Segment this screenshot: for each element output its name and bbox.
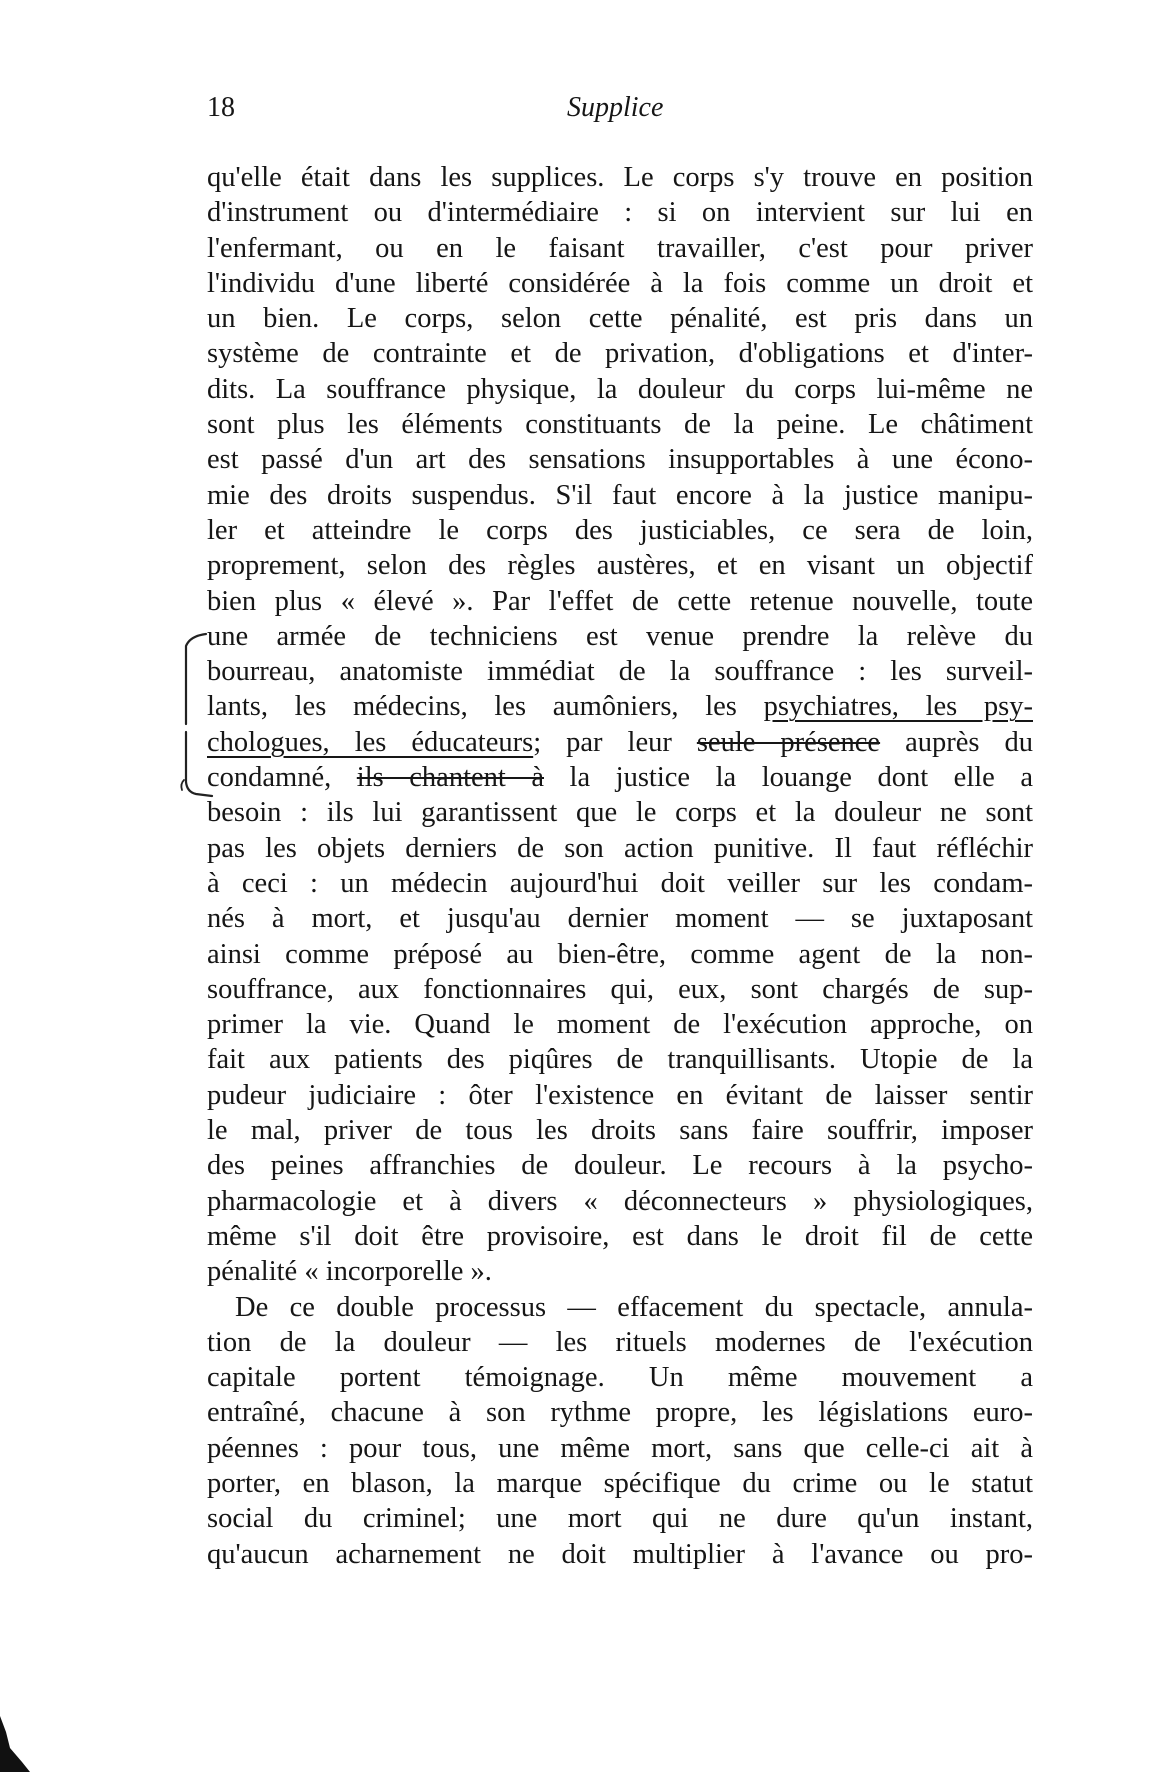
underlined-text: chologues, les éducateurs [207,726,534,758]
text-line: d'instrument ou d'intermédiaire : si on intervient sur lui en [207,197,1033,229]
struck-text: ils chantent à [356,762,544,794]
scan-corner-mark [0,1712,34,1772]
text-line: le mal, priver de tous les droits sans faire souffrir, imposer [207,1115,1033,1147]
text-segment: condamné, [207,762,357,794]
text-line: capitale portent témoignage. Un même mouvement a [207,1362,1033,1394]
text-line: fait aux patients des piqûres de tranquillisants. Utopie de la [207,1044,1033,1076]
text-line: qu'elle était dans les supplices. Le corps s'y trouve en position [207,162,1033,193]
text-segment: la justice la louange dont elle a [544,762,1033,794]
text-line: bien plus « élevé ». Par l'effet de cette retenue nouvelle, toute [207,585,1033,617]
text-line: sont plus les éléments constituants de la peine. Le châtiment [207,409,1033,441]
text-line: qu'aucun acharnement ne doit multiplier à l'avance ou pro- [207,1538,1033,1570]
text-line: mie des droits suspendus. S'il faut encore à la justice manipu- [207,479,1033,511]
body-text [207,160,1033,1572]
text-line: nés à mort, et jusqu'au dernier moment — se juxtaposant [207,903,1033,935]
text-line: l'individu d'une liberté considérée à la fois comme un droit et [207,267,1033,299]
text-line: pharmacologie et à divers « déconnecteurs » physiologiques, [207,1185,1033,1217]
text-line: l'enfermant, ou en le faisant travailler, c'est pour priver [207,232,1033,264]
text-line: entraîné, chacune à son rythme propre, les législations euro- [207,1397,1033,1429]
text-line: primer la vie. Quand le moment de l'exécution approche, on [207,1009,1033,1041]
running-title: Supplice [567,92,664,123]
text-segment: ; par leur [533,726,697,758]
text-line-annotated [207,689,1033,724]
text-segment: lants, les médecins, les aumôniers, les [207,691,764,723]
text-line: pénalité « incorporelle ». [207,1256,492,1288]
text-line: à ceci : un médecin aujourd'hui doit veiller sur les condam- [207,867,1033,899]
text-line: des peines affranchies de douleur. Le recours à la psycho- [207,1150,1033,1182]
text-line: dits. La souffrance physique, la douleur du corps lui-même ne [207,373,1033,405]
text-line: proprement, selon des règles austères, et en visant un objectif [207,550,1033,582]
text-line: système de contrainte et de privation, d'obligations et d'inter- [207,338,1033,370]
underlined-text: psychiatres, les psy- [763,691,1033,723]
text-line: même s'il doit être provisoire, est dans le droit fil de cette [207,1220,1033,1252]
text-line: porter, en blason, la marque spécifique du crime ou le statut [207,1467,1033,1499]
text-line: une armée de techniciens est venue prendre la relève du [207,620,1033,652]
text-segment: auprès du [880,726,1033,758]
text-line: De ce double processus — effacement du spectacle, annula- [235,1291,1033,1323]
text-line: tion de la douleur — les rituels modernes de l'exécution [207,1326,1033,1358]
text-line: pas les objets derniers de son action punitive. Il faut réfléchir [207,832,1033,864]
text-line: pudeur judiciaire : ôter l'existence en évitant de laisser sentir [207,1079,1033,1111]
text-line: un bien. Le corps, selon cette pénalité, est pris dans un [207,303,1033,335]
margin-bracket-mark [176,632,216,802]
text-line: besoin : ils lui garantissent que le corps et la douleur ne sont [207,797,1033,829]
page-header [207,92,1033,132]
text-line: souffrance, aux fonctionnaires qui, eux, sont chargés de sup- [207,973,1033,1005]
text-line: est passé d'un art des sensations insupportables à une écono- [207,444,1033,476]
page-number: 18 [207,92,235,123]
text-line: péennes : pour tous, une même mort, sans que celle-ci ait à [207,1432,1033,1464]
text-line: ainsi comme préposé au bien-être, comme agent de la non- [207,938,1033,970]
text-line: bourreau, anatomiste immédiat de la souffrance : les surveil- [207,656,1033,688]
text-line: social du criminel; une mort qui ne dure qu'un instant, [207,1503,1033,1535]
text-line-annotated [207,725,1033,760]
struck-text: seule présence [696,726,881,758]
text-line-annotated [207,760,1033,795]
text-line: ler et atteindre le corps des justiciables, ce sera de loin, [207,514,1033,546]
